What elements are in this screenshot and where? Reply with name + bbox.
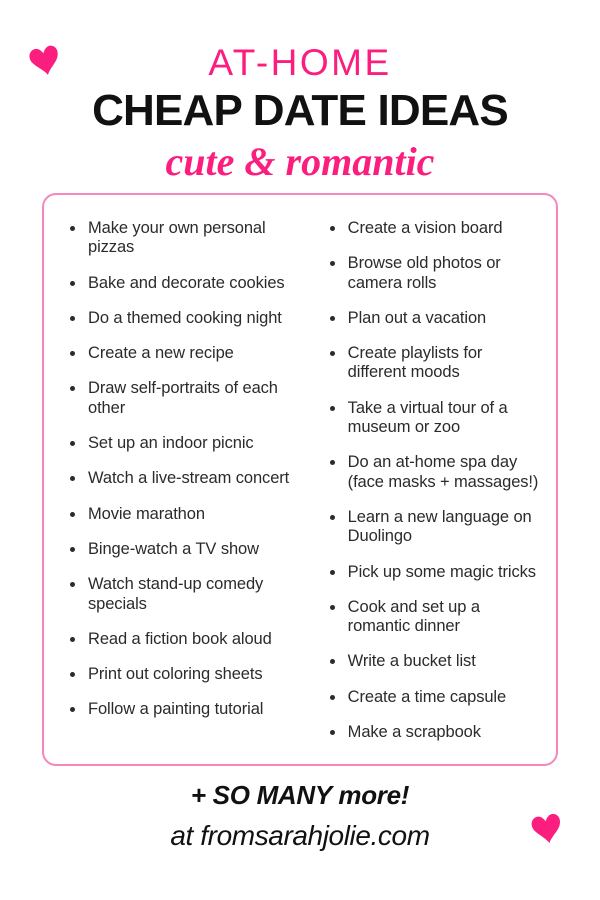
idea-list-right [326, 219, 542, 742]
list-item: Binge-watch a TV show [66, 540, 308, 559]
footer-site-text: at fromsarahjolie.com [170, 820, 430, 851]
idea-list-left [66, 219, 308, 720]
list-item: Follow a painting tutorial [66, 700, 308, 719]
subtitle-text: cute & romantic [165, 138, 435, 184]
list-item: Learn a new language on Duolingo [326, 508, 542, 547]
list-item: Create a vision board [326, 219, 542, 238]
list-item: Watch a live-stream concert [66, 469, 308, 488]
list-item: Take a virtual tour of a museum or zoo [326, 399, 542, 438]
heart-icon [527, 809, 566, 848]
list-item: Create playlists for different moods [326, 344, 542, 383]
heart-icon [25, 41, 65, 81]
list-item: Draw self-portraits of each other [66, 379, 308, 418]
list-item: Make a scrapbook [326, 723, 542, 742]
list-item: Movie marathon [66, 505, 308, 524]
list-item: Do a themed cooking night [66, 309, 308, 328]
footer-more-text: + SO MANY more! [190, 780, 410, 810]
list-item: Bake and decorate cookies [66, 274, 308, 293]
poster-header [0, 0, 600, 182]
list-item: Create a new recipe [66, 344, 308, 363]
list-item: Plan out a vacation [326, 309, 542, 328]
ideas-column-right [314, 211, 542, 742]
ideas-card [42, 193, 558, 766]
list-item: Watch stand-up comedy specials [66, 575, 308, 614]
list-item: Print out coloring sheets [66, 665, 308, 684]
poster-footer [0, 782, 600, 850]
list-item: Set up an indoor picnic [66, 434, 308, 453]
list-item: Browse old photos or camera rolls [326, 254, 542, 293]
list-item: Pick up some magic tricks [326, 563, 542, 582]
page-title: CHEAP DATE IDEAS [92, 86, 508, 135]
list-item: Write a bucket list [326, 652, 542, 671]
list-item: Do an at-home spa day (face masks + massages!) [326, 453, 542, 492]
list-item: Read a fiction book aloud [66, 630, 308, 649]
kicker-text: AT-HOME [208, 42, 392, 83]
list-item: Cook and set up a romantic dinner [326, 598, 542, 637]
ideas-column-left [58, 211, 314, 720]
list-item: Make your own personal pizzas [66, 219, 308, 258]
list-item: Create a time capsule [326, 688, 542, 707]
